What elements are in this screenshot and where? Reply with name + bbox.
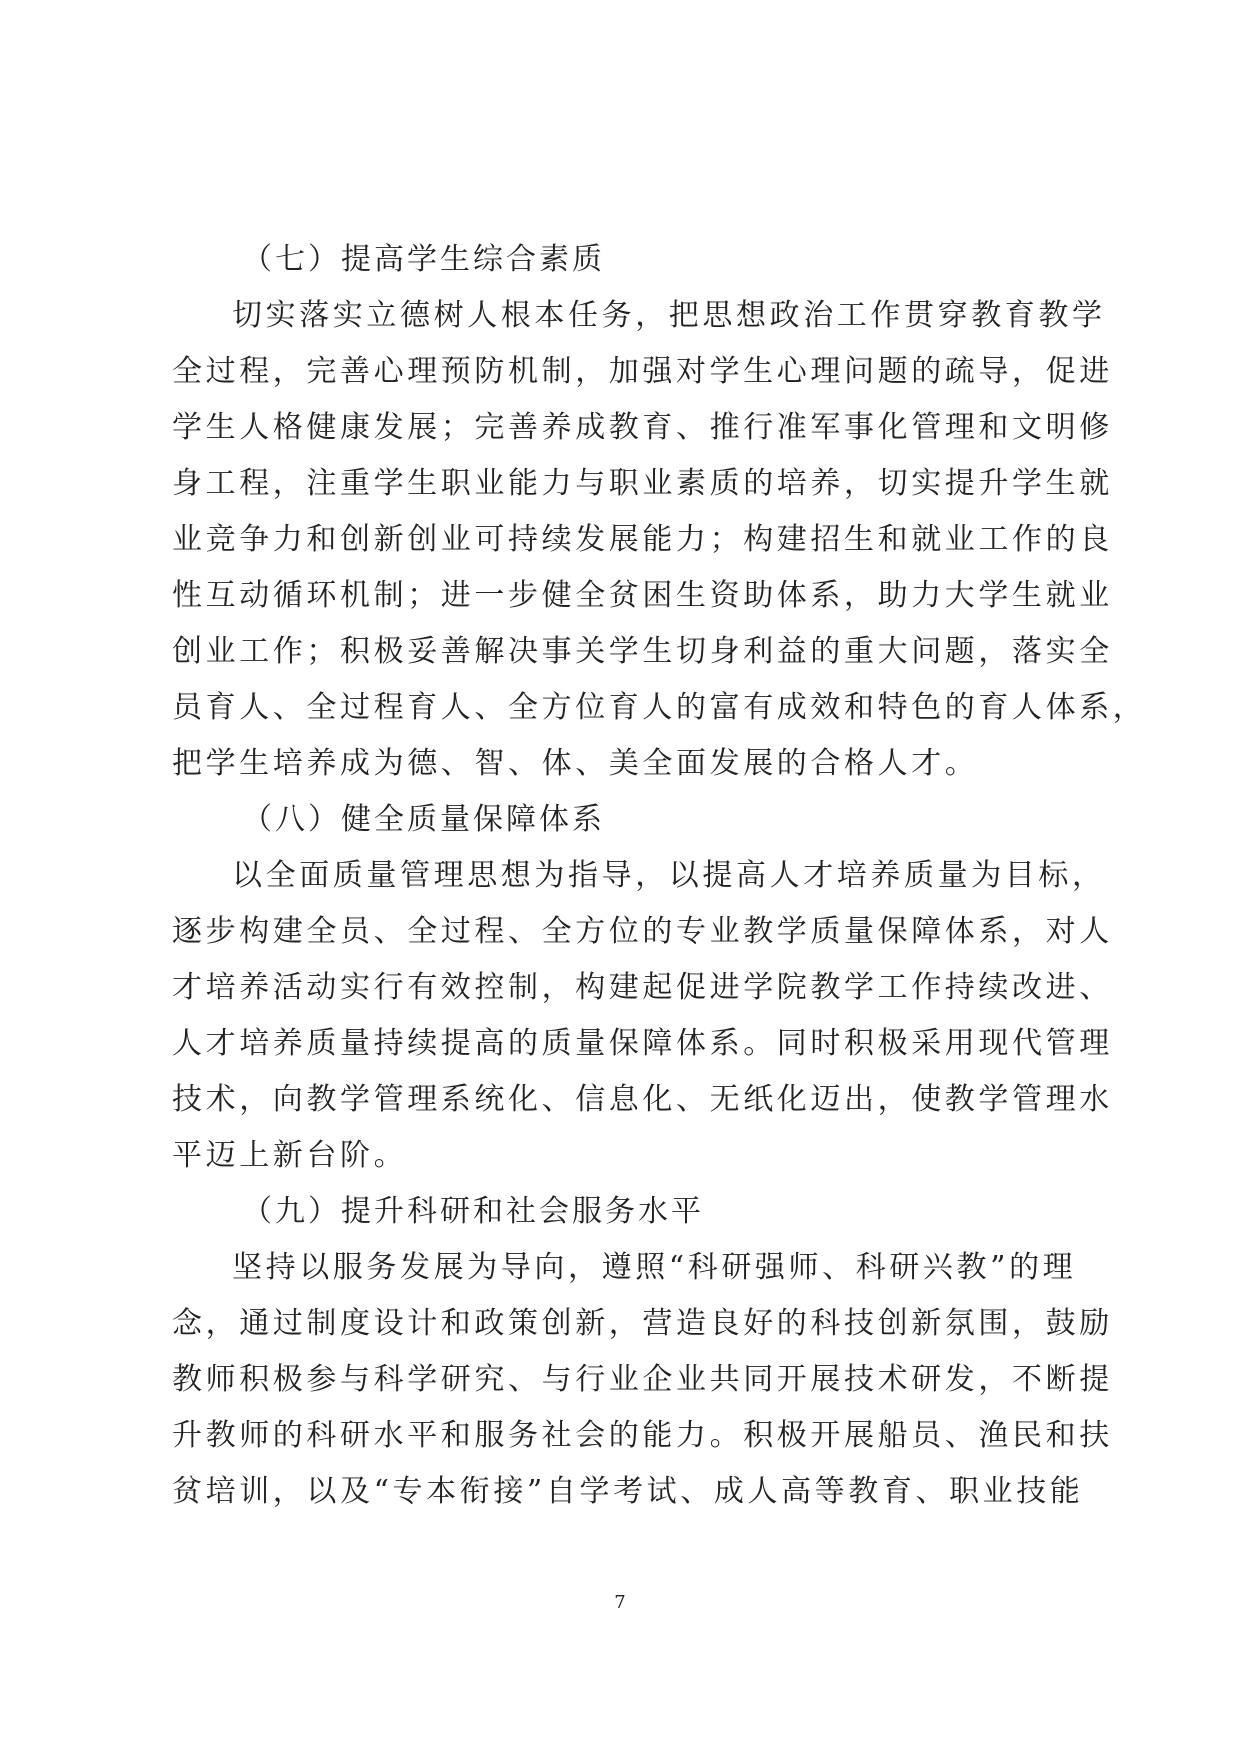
section-paragraph-8 (172, 848, 1113, 1184)
section-paragraph-7 (172, 288, 1147, 792)
paragraph-line: 全过程，完善心理预防机制，加强对学生心理问题的疏导，促进 (172, 354, 1113, 389)
paragraph-line: 把学生培养成为德、智、体、美全面发展的合格人才。 (172, 746, 979, 781)
paragraph-line: 逐步构建全员、全过程、全方位的专业教学质量保障体系，对人 (172, 914, 1113, 949)
section-heading-7: （七）提高学生综合素质 (242, 242, 605, 277)
paragraph-line: 切实落实立德树人根本任务，把思想政治工作贯穿教育教学 (232, 298, 1106, 333)
paragraph-line: 念，通过制度设计和政策创新，营造良好的科技创新氛围，鼓励 (172, 1306, 1113, 1341)
document-body (172, 232, 1147, 1520)
paragraph-line: 平迈上新台阶。 (172, 1138, 408, 1173)
paragraph-line: 坚持以服务发展为导向，遵照“科研强师、科研兴教”的理 (232, 1250, 1077, 1285)
paragraph-line: 学生人格健康发展；完善养成教育、推行准军事化管理和文明修 (172, 410, 1113, 445)
paragraph-line: 人才培养质量持续提高的质量保障体系。同时积极采用现代管理 (172, 1026, 1113, 1061)
paragraph-line: 升教师的科研水平和服务社会的能力。积极开展船员、渔民和扶 (172, 1418, 1113, 1453)
paragraph-line: 员育人、全过程育人、全方位育人的富有成效和特色的育人体系， (172, 690, 1147, 725)
paragraph-line: 业竞争力和创新创业可持续发展能力；构建招生和就业工作的良 (172, 522, 1113, 557)
page-number: 7 (614, 1592, 626, 1613)
paragraph-line: 以全面质量管理思想为指导，以提高人才培养质量为目标， (232, 858, 1106, 893)
paragraph-line: 才培养活动实行有效控制，构建起促进学院教学工作持续改进、 (172, 970, 1113, 1005)
section-paragraph-9 (172, 1240, 1113, 1520)
paragraph-line: 创业工作；积极妥善解决事关学生切身利益的重大问题，落实全 (172, 634, 1113, 669)
paragraph-line: 性互动循环机制；进一步健全贫困生资助体系，助力大学生就业 (172, 578, 1113, 613)
section-heading-9: （九）提升科研和社会服务水平 (242, 1194, 704, 1229)
section-heading-8: （八）健全质量保障体系 (242, 802, 605, 837)
paragraph-line: 技术，向教学管理系统化、信息化、无纸化迈出，使教学管理水 (172, 1082, 1113, 1117)
paragraph-line: 贫培训，以及“专本衔接”自学考试、成人高等教育、职业技能 (172, 1474, 1084, 1509)
paragraph-line: 教师积极参与科学研究、与行业企业共同开展技术研发，不断提 (172, 1362, 1113, 1397)
paragraph-line: 身工程，注重学生职业能力与职业素质的培养，切实提升学生就 (172, 466, 1113, 501)
